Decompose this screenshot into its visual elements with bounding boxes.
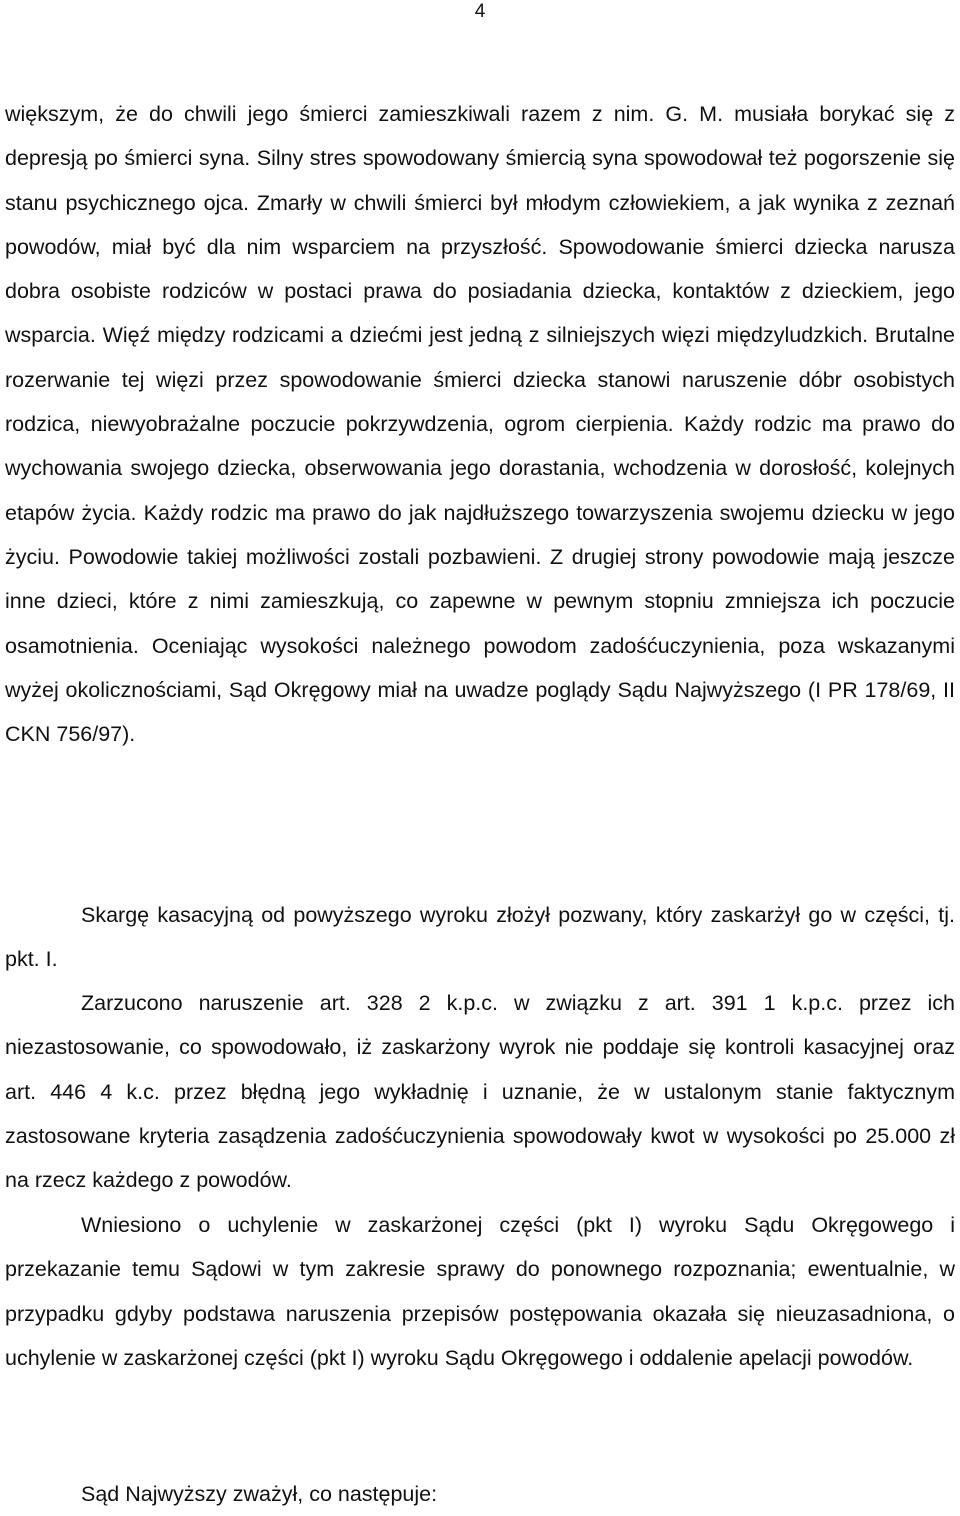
paragraph-allegations: Zarzucono naruszenie art. 328 2 k.p.c. w związku z art. 391 1 k.p.c. przez ich niezastosowanie, co spowodowało, iż zaskarżony wyrok nie poddaje się kontroli kasacyjnej oraz art. 446 4 k.c. przez błędną jego wykładnię i uznanie, że w ustalonym stanie faktycznym zastosowane kryteria zasądzenia zadośćuczynienia spowodowały kwot w wysokości po 25.000 zł na rzecz każdego z powodów. xyxy=(5,991,955,1193)
page-number: 4 xyxy=(474,1,486,22)
paragraph-damages-reasoning: większym, że do chwili jego śmierci zamieszkiwali razem z nim. G. M. musiała borykać się z depresją po śmierci syna. Silny stres spowodowany śmiercią syna spowodował też pogorszenie się stanu psychicznego ojca. Zmarły w chwili śmierci był młodym człowiekiem, a jak wynika z zeznań powodów, miał być dla nim wsparciem na przyszłość. Spowodowanie śmierci dziecka narusza dobra osobiste rodziców w postaci prawa do posiadania dziecka, kontaktów z dzieckiem, jego wsparcia. Więź między rodzicami a dziećmi jest jedną z silniejszych więzi międzyludzkich. Brutalne rozerwanie tej więzi przez spowodowanie śmierci dziecka stanowi naruszenie dóbr osobistych rodzica, niewyobrażalne poczucie pokrzywdzenia, ogrom cierpienia. Każdy rodzic ma prawo do wychowania swojego dziecka, obserwowania jego dorastania, wchodzenia w dorosłość, kolejnych etapów życia. Każdy rodzic ma prawo do jak najdłuższego towarzyszenia swojemu dziecku w jego życiu. Powodowie takiej możliwości zostali pozbawieni. Z drugiej strony powodowie mają jeszcze inne dzieci, które z nimi zamieszkują, co zapewne w pewnym stopniu zmniejsza ich poczucie osamotnienia. Oceniając wysokości należnego powodom zadośćuczynienia, poza wskazanymi wyżej okolicznościami, Sąd Okręgowy miał na uwadze poglądy Sądu Najwyższego (I PR 178/69, II CKN 756/97). xyxy=(5,102,955,747)
paragraph-cassation-appeal: Skargę kasacyjną od powyższego wyroku złożył pozwany, który zaskarżył go w części, tj. pkt. I. xyxy=(5,903,955,972)
closing-line: Sąd Najwyższy zważył, co następuje: xyxy=(81,1482,438,1506)
paragraph-motions: Wniesiono o uchylenie w zaskarżonej części (pkt I) wyroku Sądu Okręgowego i przekazanie temu Sądowi w tym zakresie sprawy do ponownego rozpoznania; ewentualnie, w przypadku gdyby podstawa naruszenia przepisów postępowania okazała się nieuzasadniona, o uchylenie w zaskarżonej części (pkt I) wyroku Sądu Okręgowego i oddalenie apelacji powodów. xyxy=(5,1213,955,1370)
